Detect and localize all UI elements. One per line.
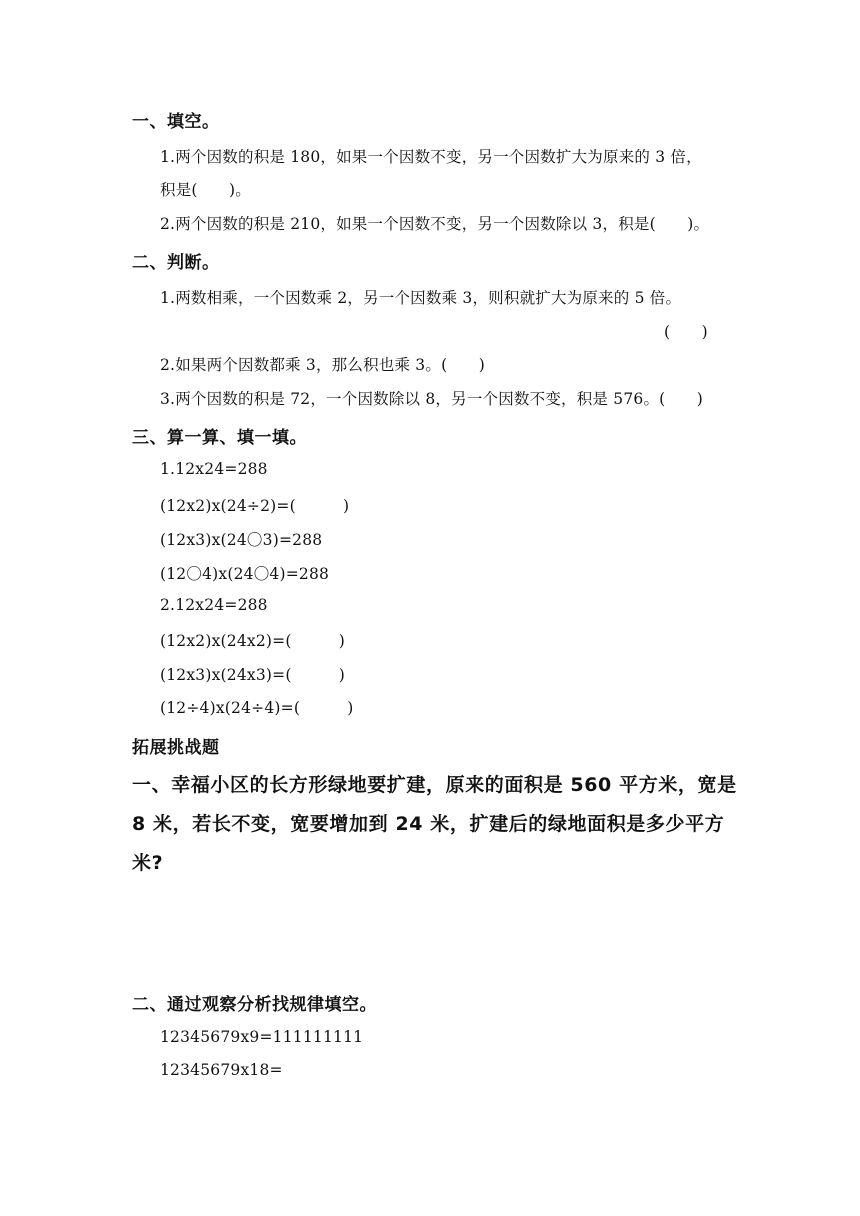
judge-question-1-answer-bracket: ( ) [664, 323, 708, 341]
challenge-problem-1-line-1: 一、幸福小区的长方形绿地要扩建，原来的面积是 560 平方米，宽是 [132, 774, 737, 796]
challenge-problem-1-line-2: 8 米，若长不变，宽要增加到 24 米，扩建后的绿地面积是多少平方 [132, 813, 725, 835]
challenge-problem-2-title: 二、通过观察分析找规律填空。 [132, 995, 377, 1015]
fill-blank-question-2: 2.两个因数的积是 210，如果一个因数不变，另一个因数除以 3，积是( )。 [160, 215, 710, 233]
pattern-line: 12345679x9=111111111 [160, 1028, 364, 1046]
calc-line: (12〇4)x(24〇4)=288 [160, 565, 330, 583]
challenge-problem-1-line-3: 米? [132, 852, 164, 874]
judge-question-1-line-1: 1.两数相乘，一个因数乘 2，另一个因数乘 3，则积就扩大为原来的 5 倍。 [160, 289, 682, 307]
judge-question-3: 3.两个因数的积是 72，一个因数除以 8，另一个因数不变，积是 576。( ) [160, 390, 704, 408]
calc-line: (12x2)x(24x2)=( ) [160, 632, 345, 650]
calc-line: 2.12x24=288 [160, 596, 268, 614]
calc-line: (12x3)x(24x3)=( ) [160, 666, 345, 684]
calc-line: (12x3)x(24〇3)=288 [160, 531, 323, 549]
fill-blank-question-1-line-2: 积是( )。 [160, 181, 251, 199]
section-1-title: 一、填空。 [132, 112, 220, 132]
judge-question-2: 2.如果两个因数都乘 3，那么积也乘 3。( ) [160, 356, 485, 374]
pattern-line: 12345679x18= [160, 1061, 283, 1079]
section-2-title: 二、判断。 [132, 253, 220, 273]
section-3-title: 三、算一算、填一填。 [132, 428, 307, 448]
calc-line: 1.12x24=288 [160, 460, 268, 478]
calc-line: (12÷4)x(24÷4)=( ) [160, 699, 354, 717]
extension-title: 拓展挑战题 [132, 738, 220, 758]
fill-blank-question-1-line-1: 1.两个因数的积是 180，如果一个因数不变，另一个因数扩大为原来的 3 倍， [160, 148, 702, 166]
calc-line: (12x2)x(24÷2)=( ) [160, 497, 350, 515]
